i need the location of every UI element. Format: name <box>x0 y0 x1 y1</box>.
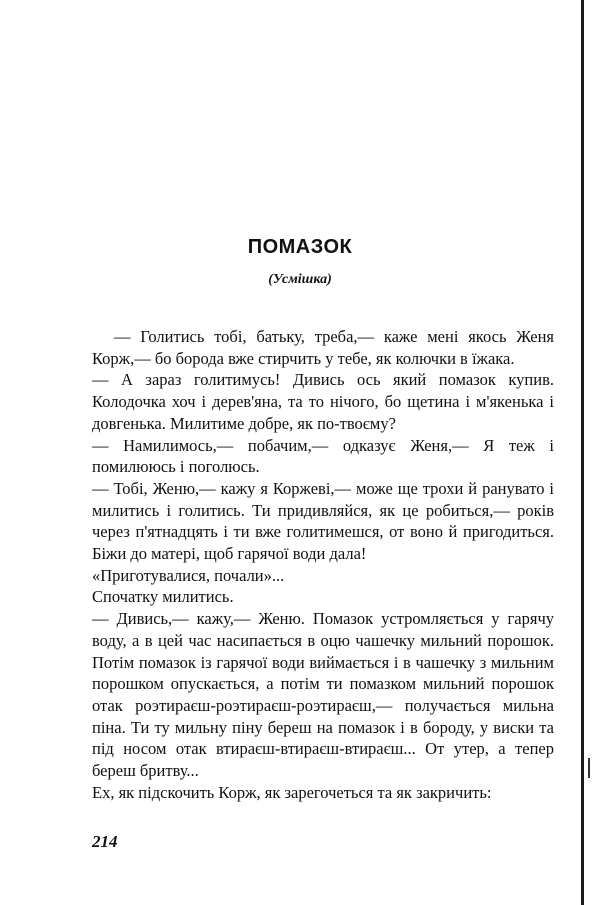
page-edge-line <box>581 0 584 905</box>
story-title: ПОМАЗОК <box>247 236 353 258</box>
story-subtitle: (Усмішка) <box>268 272 332 287</box>
page-number: 214 <box>92 832 118 851</box>
margin-mark <box>588 758 590 778</box>
paragraph-5: «Приготувалися, почали»... <box>92 565 285 585</box>
paragraph-4: — Тобі, Женю,— кажу я Коржеві,— може ще трохи й ранувато і милитись і голитись. Ти придивляйся, як це робиться,— років через п'ятнадцять і ти вже голитимешся, от воно й пригодиться. Біжи до матері, щоб гарячої води дала! <box>92 478 554 564</box>
story-body <box>92 326 554 803</box>
paragraph-7: — Дивись,— кажу,— Женю. Помазок устромляється у гарячу воду, а в цей час насипається в оцю чашечку мильний порошок. Потім помазок із гарячої води виймається і в чашечку з мильним порошком опускається, а потім ти помазком мильний порошок отак роэтираєш-роэтираєш-роэтираєш,— получається мильна піна. Ти ту мильну піну береш на помазок і в бороду, у виски та під носом отак втираєш-втираєш-втираєш... От утер, а тепер береш бритву... <box>92 609 554 781</box>
paragraph-2: — А зараз голитимусь! Дивись ось який помазок купив. Колодочка хоч і дерев'яна, та то нічого, бо щетина і м'якенька і довгенька. Милитиме добре, як по-твоєму? <box>92 370 554 433</box>
paragraph-8: Ех, як підскочить Корж, як зарегочеться та як закричить: <box>92 782 492 802</box>
paragraph-6: Спочатку милитись. <box>92 587 234 607</box>
paragraph-1: — Голитись тобі, батьку, треба,— каже мені якось Женя Корж,— бо борода вже стирчить у тебе, як колючки в їжака. <box>92 327 554 368</box>
paragraph-3: — Намилимось,— побачим,— одказує Женя,— Я теж і помилююсь і поголюсь. <box>92 435 554 477</box>
